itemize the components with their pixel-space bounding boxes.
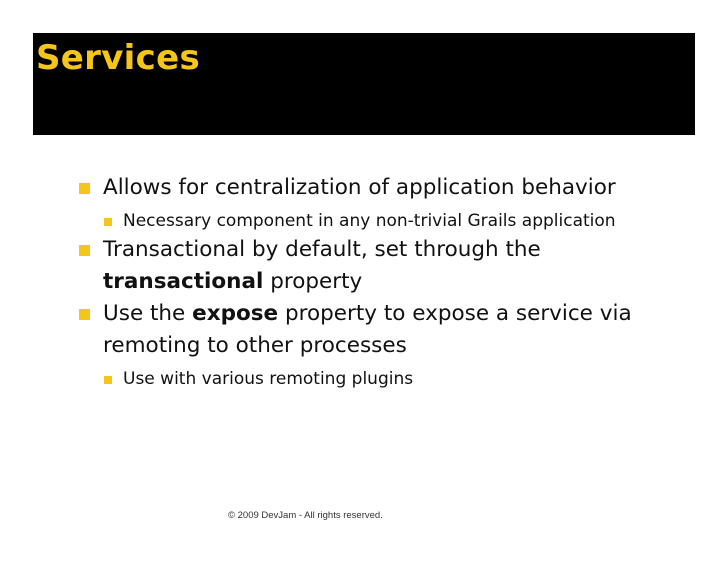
bullet-keyword: expose xyxy=(192,301,279,326)
bullet-text-start: Transactional by default, set through the xyxy=(103,237,541,262)
square-bullet-icon xyxy=(104,218,112,226)
square-bullet-icon xyxy=(79,245,90,256)
square-bullet-icon xyxy=(104,376,112,384)
bullet-list xyxy=(79,172,679,392)
bullet-text-end: property to expose a service via remoting to other processes xyxy=(103,301,632,358)
bullet-text: Allows for centralization of application behavior xyxy=(103,175,616,200)
sub-bullet-text: Necessary component in any non-trivial Grails application xyxy=(123,211,616,231)
bullet-text-end: property xyxy=(263,269,363,294)
sub-bullet-text: Use with various remoting plugins xyxy=(123,369,414,389)
bullet-text-start: Use the xyxy=(103,301,193,326)
sub-bullet-item xyxy=(79,367,679,392)
bullet-keyword: transactional xyxy=(103,269,264,294)
slide-title: Services xyxy=(36,38,200,78)
bullet-item xyxy=(79,298,679,362)
bullet-item xyxy=(79,234,679,298)
square-bullet-icon xyxy=(79,309,90,320)
footer-copyright: © 2009 DevJam - All rights reserved. xyxy=(228,510,383,521)
square-bullet-icon xyxy=(79,183,90,194)
sub-bullet-item xyxy=(79,209,679,234)
bullet-item xyxy=(79,172,679,204)
